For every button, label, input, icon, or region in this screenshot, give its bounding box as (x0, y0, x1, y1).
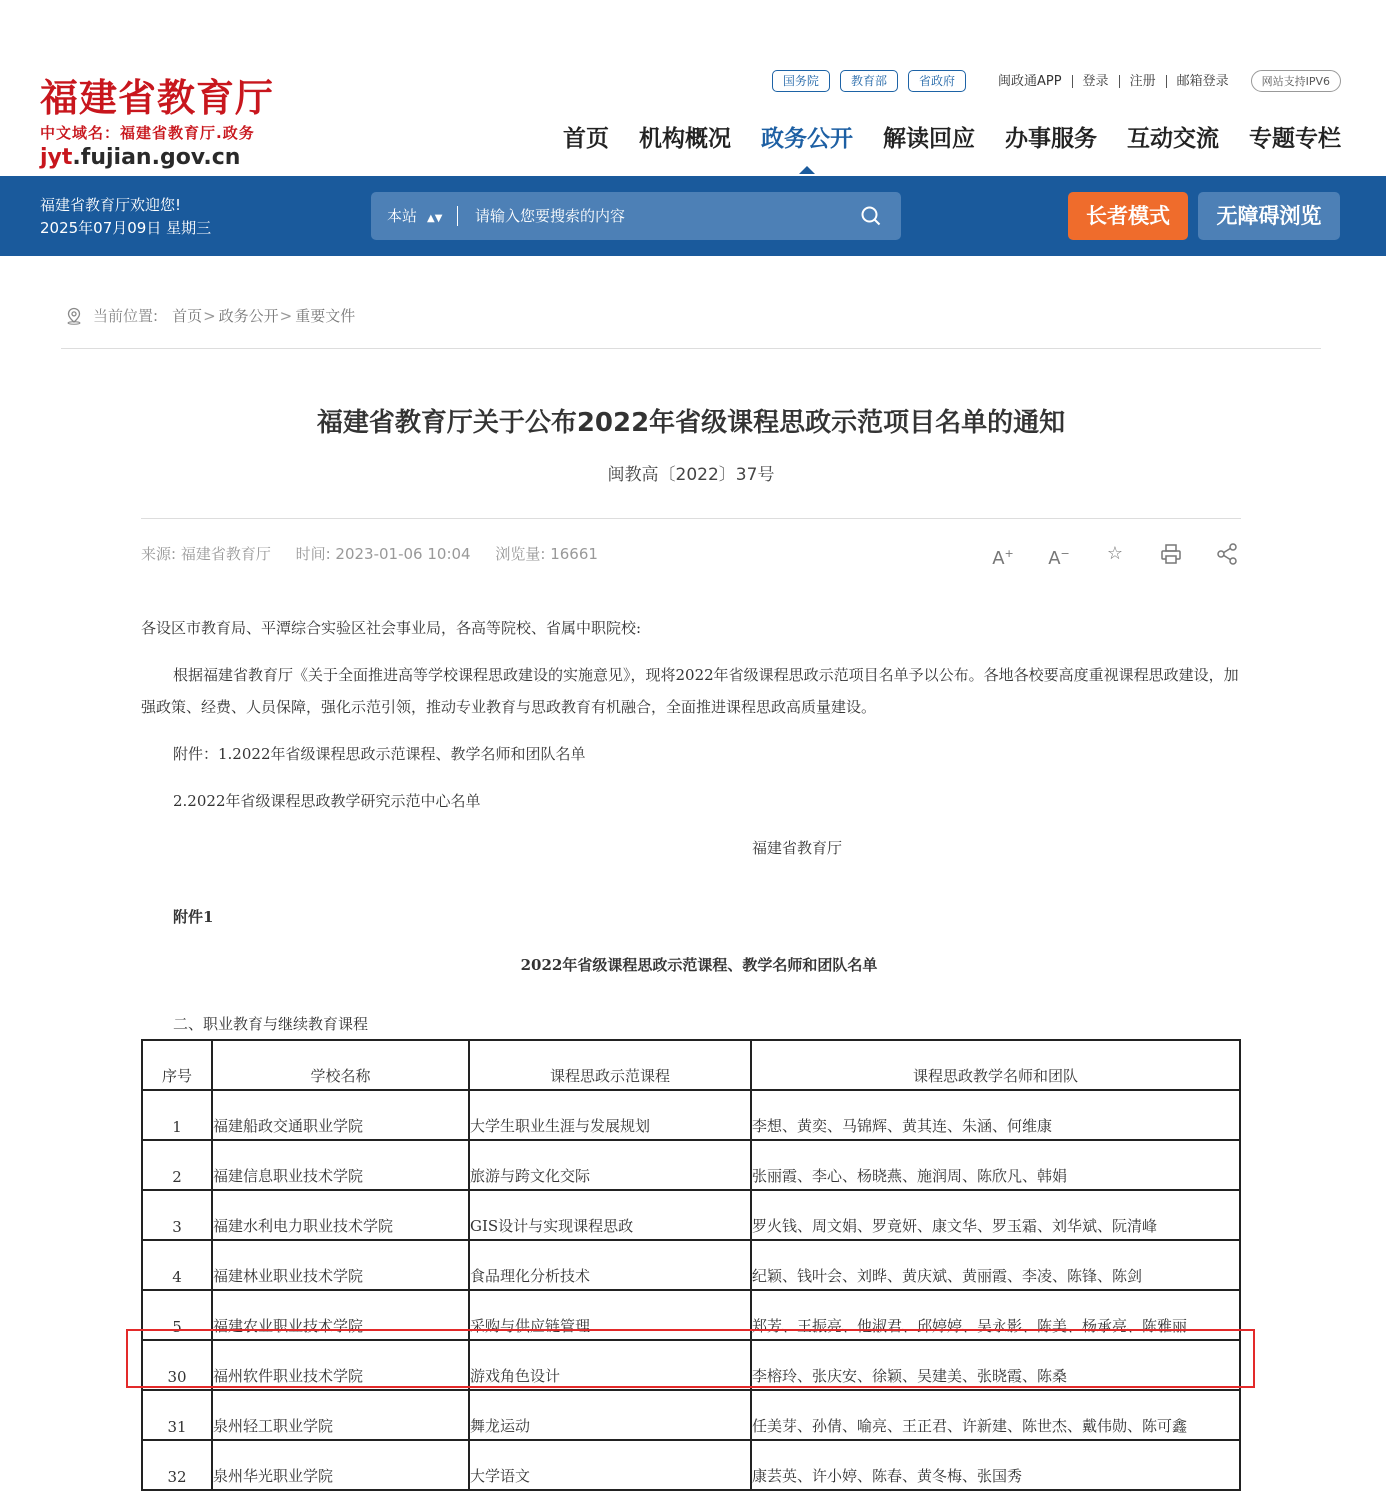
breadcrumb-home[interactable]: 首页 (172, 307, 203, 325)
nav-home[interactable]: 首页 (563, 126, 609, 152)
article-container (41, 276, 1341, 1487)
logo-domain: 中文域名：福建省教育厅.政务 (40, 124, 255, 142)
cell-team: 李榕玲、张庆安、徐颖、吴建美、张晓霞、陈桑 (751, 1340, 1240, 1390)
table-row (142, 1290, 1240, 1340)
link-provincial-gov[interactable]: 省政府 (908, 70, 966, 92)
cell-team: 任美芽、孙倩、喻亮、王正君、许新建、陈世杰、戴伟勋、陈可鑫 (751, 1390, 1240, 1440)
table-row (142, 1190, 1240, 1240)
nav-interpretation[interactable]: 解读回应 (883, 126, 975, 152)
table-header-row (142, 1040, 1240, 1090)
search-scope-select[interactable] (387, 205, 442, 226)
divider (141, 518, 1241, 519)
table-row (142, 1390, 1240, 1440)
article-tools (989, 540, 1241, 568)
utility-bar (0, 176, 1386, 256)
print-icon[interactable] (1157, 540, 1185, 568)
article-source: 来源: 福建省教育厅 (141, 545, 271, 563)
table-row (142, 1090, 1240, 1140)
breadcrumb-separator: > (203, 306, 216, 325)
cell-index: 32 (142, 1440, 212, 1490)
course-table (141, 1039, 1241, 1491)
nav-interaction[interactable]: 互动交流 (1127, 126, 1219, 152)
header-course: 课程思政示范课程 (469, 1040, 751, 1090)
cell-team: 罗火钱、周文娟、罗竟妍、康文华、罗玉霜、刘华斌、阮清峰 (751, 1190, 1240, 1240)
cell-course: 大学生职业生涯与发展规划 (469, 1090, 751, 1140)
favorite-star-icon[interactable]: ☆ (1106, 543, 1124, 564)
attachment-1-link[interactable]: 附件：1.2022年省级课程思政示范课程、教学名师和团队名单 (173, 745, 586, 763)
nav-org-overview[interactable]: 机构概况 (639, 126, 731, 152)
link-mzt-app[interactable]: 闽政通APP (988, 75, 1073, 88)
search-icon[interactable] (861, 206, 881, 226)
welcome-block (40, 194, 211, 240)
font-decrease-icon[interactable]: A− (1048, 547, 1070, 569)
accessible-browse-button[interactable]: 无障碍浏览 (1198, 192, 1340, 240)
search-input[interactable] (475, 202, 835, 230)
breadcrumb-important-docs[interactable]: 重要文件 (295, 307, 356, 325)
cell-team: 李想、黄奕、马锦辉、黄其连、朱涵、何维康 (751, 1090, 1240, 1140)
article-title: 福建省教育厅关于公布2022年省级课程思政示范项目名单的通知 (316, 408, 1066, 438)
welcome-text: 福建省教育厅欢迎您! (40, 196, 182, 214)
search-divider (457, 206, 458, 226)
table-row (142, 1140, 1240, 1190)
section-heading: 二、职业教育与继续教育课程 (173, 1015, 369, 1033)
cell-school: 福建信息职业技术学院 (212, 1140, 469, 1190)
logo-url-rest: .fujian.gov.cn (72, 145, 241, 170)
cell-index: 31 (142, 1390, 212, 1440)
logo-url-prefix: jyt (40, 145, 73, 170)
cell-course: 采购与供应链管理 (469, 1290, 751, 1340)
link-state-council[interactable]: 国务院 (772, 70, 830, 92)
cell-index: 3 (142, 1190, 212, 1240)
signature: 福建省教育厅 (752, 839, 843, 857)
salutation: 各设区市教育局、平潭综合实验区社会事业局，各高等院校、省属中职院校: (141, 619, 642, 637)
document-number: 闽教高〔2022〕37号 (607, 465, 775, 485)
cell-school: 泉州轻工职业学院 (212, 1390, 469, 1440)
article-views: 浏览量: 16661 (495, 545, 598, 563)
cell-index: 2 (142, 1140, 212, 1190)
cell-index: 1 (142, 1090, 212, 1140)
breadcrumb-label: 当前位置: (93, 307, 159, 325)
table-row (142, 1340, 1240, 1390)
breadcrumb (65, 305, 355, 326)
table-row (142, 1440, 1240, 1490)
appendix-label: 附件1 (173, 908, 214, 926)
share-icon[interactable] (1213, 540, 1241, 568)
current-date: 2025年07月09日 星期三 (40, 219, 212, 237)
article-meta (141, 543, 618, 564)
updown-arrow-icon: ▲▼ (427, 213, 443, 224)
cell-course: 大学语文 (469, 1440, 751, 1490)
breadcrumb-separator: > (279, 306, 293, 325)
link-email-login[interactable]: 邮箱登录 (1176, 73, 1229, 89)
appendix-title: 2022年省级课程思政示范课程、教学名师和团队名单 (520, 956, 878, 974)
cell-team: 郑芳、王振亮、他淑君、邱婷婷、吴永影、陈美、杨承亮、陈雅丽 (751, 1290, 1240, 1340)
article-paragraph: 根据福建省教育厅《关于全面推进高等学校课程思政建设的实施意见》，现将2022年省级课程思政示范项目名单予以公布。各地各校要高度重视课程思政建设，加强政策、经费、人员保障，强化示范引领，推动专业教育与思政教育有机融合，全面推进课程思政高质量建设。 (141, 666, 1239, 716)
breadcrumb-gov-affairs[interactable]: 政务公开 (218, 307, 279, 325)
nav-gov-affairs-label: 政务公开 (761, 126, 853, 152)
header-team: 课程思政教学名师和团队 (751, 1040, 1240, 1090)
cell-course: GIS设计与实现课程思政 (469, 1190, 751, 1240)
link-login[interactable]: 登录 (1073, 75, 1120, 88)
location-pin-icon (65, 307, 83, 325)
cell-school: 福建林业职业技术学院 (212, 1240, 469, 1290)
cell-index: 4 (142, 1240, 212, 1290)
site-header (0, 0, 1386, 176)
search-scope-label: 本站 (387, 207, 418, 225)
cell-course: 食品理化分析技术 (469, 1240, 751, 1290)
font-increase-icon[interactable]: A+ (992, 547, 1014, 569)
cell-index: 5 (142, 1290, 212, 1340)
cell-course: 舞龙运动 (469, 1390, 751, 1440)
cell-course: 旅游与跨文化交际 (469, 1140, 751, 1190)
main-nav (533, 120, 1341, 160)
search-box (371, 192, 901, 240)
cell-school: 福建农业职业技术学院 (212, 1290, 469, 1340)
site-logo[interactable] (40, 76, 274, 170)
logo-url (40, 145, 274, 170)
cell-team: 纪颖、钱叶会、刘晔、黄庆斌、黄丽霞、李凌、陈锋、陈剑 (751, 1240, 1240, 1290)
cell-team: 康芸英、许小婷、陈春、黄冬梅、张国秀 (751, 1440, 1240, 1490)
attachment-2-link[interactable]: 2.2022年省级课程思政教学研究示范中心名单 (173, 792, 481, 810)
cell-index: 30 (142, 1340, 212, 1390)
cell-school: 福州软件职业技术学院 (212, 1340, 469, 1390)
nav-special-topics[interactable]: 专题专栏 (1249, 126, 1341, 152)
elder-mode-button[interactable]: 长者模式 (1068, 192, 1188, 240)
link-register[interactable]: 注册 (1120, 75, 1167, 88)
article-time: 时间: 2023-01-06 10:04 (295, 545, 471, 563)
top-links (772, 70, 1341, 92)
divider (61, 348, 1321, 349)
nav-services[interactable]: 办事服务 (1005, 126, 1097, 152)
nav-active-indicator (799, 166, 815, 174)
nav-gov-affairs[interactable] (761, 120, 853, 160)
cell-school: 福建船政交通职业学院 (212, 1090, 469, 1140)
header-index: 序号 (142, 1040, 212, 1090)
logo-title: 福建省教育厅 (40, 75, 275, 120)
cell-school: 泉州华光职业学院 (212, 1440, 469, 1490)
ipv6-badge: 网站支持IPV6 (1251, 70, 1341, 92)
link-ministry-education[interactable]: 教育部 (840, 70, 898, 92)
cell-team: 张丽霞、李心、杨晓燕、施润周、陈欣凡、韩娟 (751, 1140, 1240, 1190)
cell-course: 游戏角色设计 (469, 1340, 751, 1390)
cell-school: 福建水利电力职业技术学院 (212, 1190, 469, 1240)
table-row (142, 1240, 1240, 1290)
header-school: 学校名称 (212, 1040, 469, 1090)
